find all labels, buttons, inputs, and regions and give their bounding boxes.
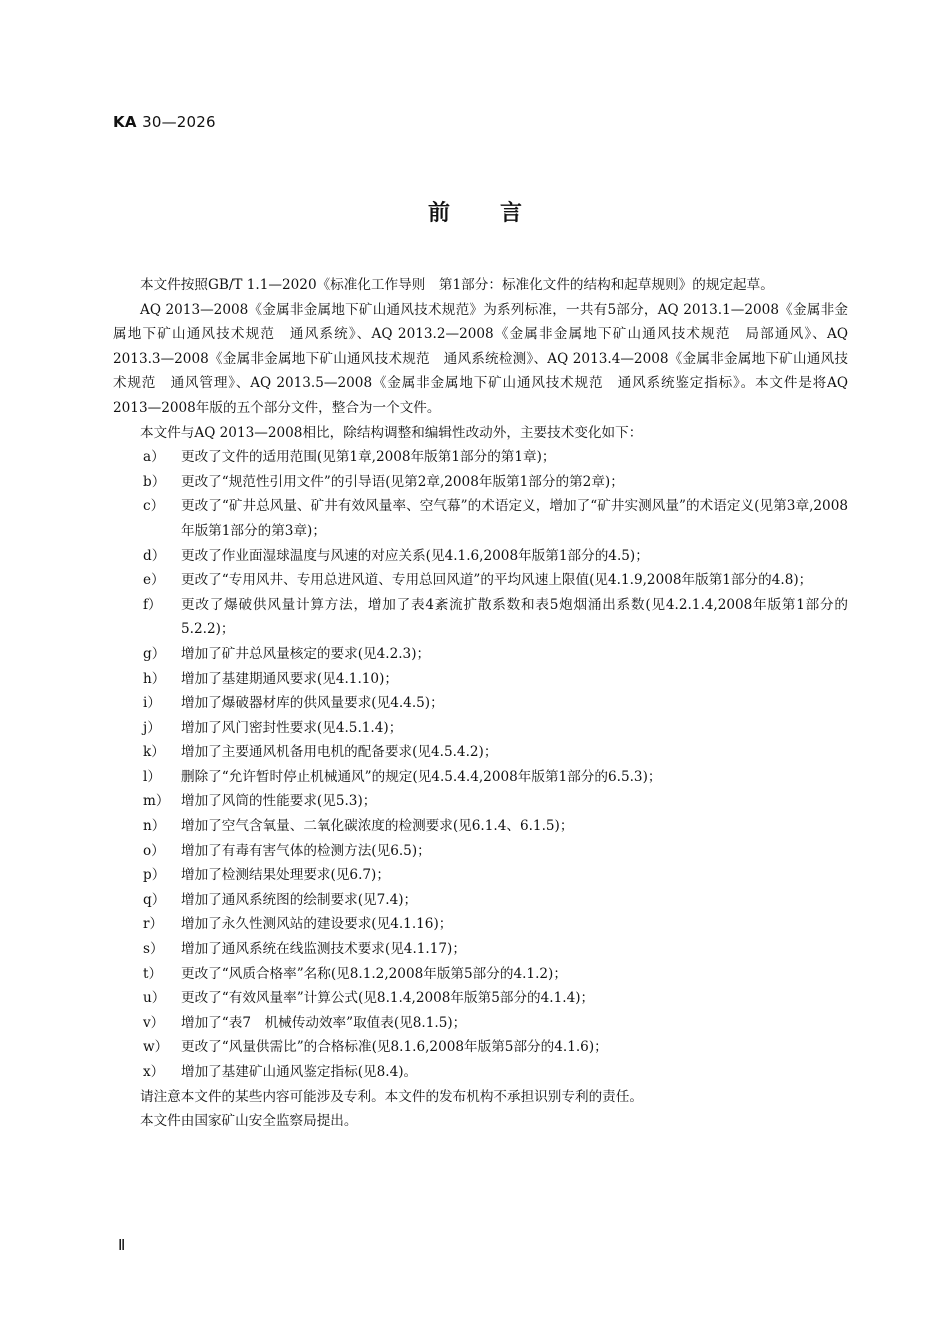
list-item-text: 更改了“矿井总风量、矿井有效风量率、空气幕”的术语定义，增加了“矿井实测风量”的术语定义(见第3章,2008年版第1部分的第3章)； [181,498,848,539]
list-item [113,642,848,667]
list-item-marker: q） [143,891,166,908]
standard-code-number: 30—2026 [142,113,216,131]
list-item-marker: b） [143,473,166,490]
list-item-marker: j） [143,719,161,736]
list-item [113,1035,848,1060]
list-item-marker: u） [143,990,166,1007]
list-item [113,765,848,790]
list-item [113,445,848,470]
list-item-text: 增加了有毒有害气体的检测方法(见6.5)； [181,842,431,859]
list-item [113,568,848,593]
page-number: Ⅱ [118,1236,126,1254]
list-item-text: 增加了爆破器材库的供风量要求(见4.4.5)； [181,695,444,712]
list-item-text: 更改了“风量供需比”的合格标准(见8.1.6,2008年版第5部分的4.1.6)； [181,1039,608,1056]
list-item-text: 增加了基建矿山通风鉴定指标(见8.4)。 [181,1064,418,1080]
list-item [113,937,848,962]
list-item-marker: w） [143,1039,169,1056]
list-item-marker: i） [143,695,161,712]
list-item [113,814,848,839]
list-item-text: 删除了“允许暂时停止机械通风”的规定(见4.5.4.4,2008年版第1部分的6.5.3)； [181,768,662,785]
list-item-text: 增加了通风系统图的绘制要求(见7.4)； [181,891,418,908]
list-item-marker: v） [143,1014,165,1031]
list-item-marker: d） [143,547,166,564]
list-item-marker: r） [143,916,164,933]
list-item-marker: c） [143,498,165,515]
list-item-marker: n） [143,818,166,835]
list-item-text: 更改了“规范性引用文件”的引导语(见第2章,2008年版第1部分的第2章)； [181,473,624,490]
list-item-text: 增加了风门密封性要求(见4.5.1.4)； [181,719,403,736]
list-item-text: 更改了“有效风量率”计算公式(见8.1.4,2008年版第5部分的4.1.4)； [181,990,595,1007]
section-title: 前言 [427,201,572,226]
list-item-text: 更改了爆破供风量计算方法，增加了表4紊流扩散系数和表5炮烟涌出系数(见4.2.1.4,2008年版第1部分的5.2.2)； [181,596,848,638]
standard-code-header [113,113,216,131]
list-item-text: 增加了空气含氧量、二氧化碳浓度的检测要求(见6.1.4、6.1.5)； [181,818,574,835]
list-item [113,1060,848,1085]
list-item-text: 增加了检测结果处理要求(见6.7)； [181,867,390,884]
list-item [113,691,848,716]
list-item-marker: k） [143,744,165,761]
foreword-body [113,273,848,1134]
list-item-text: 增加了矿井总风量核定的要求(见4.2.3)； [181,645,431,662]
list-item [113,962,848,987]
list-item-text: 更改了“风质合格率”名称(见8.1.2,2008年版第5部分的4.1.2)； [181,965,567,982]
list-item-marker: e） [143,572,165,589]
list-item-marker: m） [143,793,170,810]
list-item-text: 更改了文件的适用范围(见第1章,2008年版第1部分的第1章)； [181,449,556,466]
list-item-text: 增加了“表7 机械传动效率”取值表(见8.1.5)； [181,1014,467,1031]
list-item [113,986,848,1011]
list-item [113,863,848,888]
list-item-marker: s） [143,941,164,958]
paragraph-patent-notice: 请注意本文件的某些内容可能涉及专利。本文件的发布机构不承担识别专利的责任。 [140,1088,643,1105]
list-item-marker: l） [143,768,161,785]
list-item-text: 更改了“专用风井、专用总进风道、专用总回风道”的平均风速上限值(见4.1.9,2008年版第1部分的4.8)； [181,572,813,589]
list-item-marker: t） [143,965,163,982]
list-item-text: 更改了作业面湿球温度与风速的对应关系(见4.1.6,2008年版第1部分的4.5)； [181,547,649,564]
list-item-marker: x） [143,1064,165,1080]
list-item [113,789,848,814]
list-item [113,494,848,543]
list-item [113,839,848,864]
list-item [113,912,848,937]
list-item-marker: a） [143,449,165,466]
list-item-marker: o） [143,842,165,859]
list-item-marker: p） [143,867,166,884]
list-item [113,470,848,495]
paragraph-series-description: AQ 2013—2008《金属非金属地下矿山通风技术规范》为系列标准，一共有5部分，AQ 2013.1—2008《金属非金属地下矿山通风技术规范 通风系统》、AQ 2013.2—2008《金属非金属地下矿山通风技术规范 局部通风》、AQ 2013.3—2008《金属非金属地下矿山通风技术规范 通风系统检测》、AQ 2013.4—2008《金属非金属地下矿山通风技术规范 通风管理》、AQ 2013.5—2008《金属非金属地下矿山通风技术规范 通风系统鉴定指标》。本文件是将AQ 2013—2008年版的五个部分文件，整合为一个文件。 [113,301,848,416]
technical-changes-list [113,445,848,1084]
list-item [113,1011,848,1036]
list-item-text: 增加了主要通风机备用电机的配备要求(见4.5.4.2)； [181,744,498,761]
list-item [113,740,848,765]
list-item-marker: f） [143,596,162,613]
list-item-marker: g） [143,645,166,662]
paragraph-drafting-rules: 本文件按照GB/T 1.1—2020《标准化工作导则 第1部分：标准化文件的结构和起草规则》的规定起草。 [140,277,774,293]
list-item [113,544,848,569]
list-item [113,716,848,741]
list-item-text: 增加了通风系统在线监测技术要求(见4.1.17)； [181,941,466,958]
list-item-text: 增加了风筒的性能要求(见5.3)； [181,793,377,810]
standard-code-prefix: KA [113,113,137,131]
list-item-text: 增加了永久性测风站的建设要求(见4.1.16)； [181,916,453,933]
list-item [113,667,848,692]
paragraph-changes-intro: 本文件与AQ 2013—2008相比，除结构调整和编辑性改动外，主要技术变化如下： [140,424,643,441]
paragraph-proposer: 本文件由国家矿山安全监察局提出。 [140,1113,358,1130]
list-item [113,888,848,913]
list-item-marker: h） [143,670,166,687]
list-item [113,593,848,642]
list-item-text: 增加了基建期通风要求(见4.1.10)； [181,670,398,687]
